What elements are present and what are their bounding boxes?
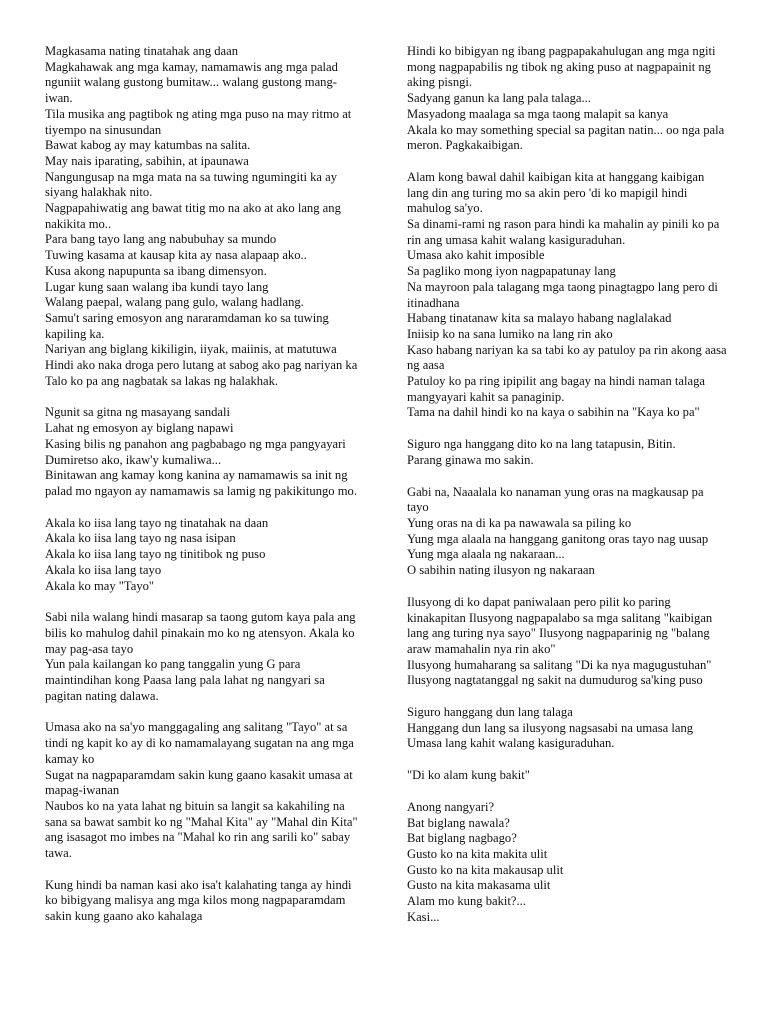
poem-line: Akala ko iisa lang tayo ng tinatahak na daan <box>45 515 269 530</box>
stanza <box>407 800 727 926</box>
poem-line: Alam kong bawal dahil kaibigan kita at hanggang kaibigan lang din ang turing mo sa akin pero 'di ko mapigil hindi mahulog sa'yo. <box>407 169 705 216</box>
poem-line: Magkahawak ang mga kamay, namamawis ang mga palad nguniit walang gustong bumitaw... walang gustong mang-iwan. <box>45 59 338 106</box>
poem-line: Alam mo kung bakit?... <box>407 894 526 909</box>
poem-line: Kung hindi ba naman kasi ako isa't kalahating tanga ay hindi ko bibigyang malisya ang mga kilos mong nagpaparamdam sakin kung gaano ako kahalaga <box>45 877 352 924</box>
poem-line: Umasa lang kahit walang kasiguraduhan. <box>407 736 615 751</box>
poem-line: Para bang tayo lang ang nabubuhay sa mundo <box>45 232 277 247</box>
poem-line: Sugat na nagpaparamdam sakin kung gaano kasakit umasa at mapag-iwanan <box>45 767 353 798</box>
poem-line: Umasa ako kahit imposible <box>407 248 545 263</box>
poem-line: Gusto ko na kita makausap ulit <box>407 862 564 877</box>
stanza <box>45 878 361 925</box>
poem-line: Talo ko pa ang nagbatak sa lakas ng halakhak. <box>45 373 279 388</box>
poem-line: Hindi ako naka droga pero lutang at sabog ako pag nariyan ka <box>45 358 358 373</box>
poem-line: Akala ko iisa lang tayo ng nasa isipan <box>45 531 236 546</box>
poem-line: Umasa ako na sa'yo manggagaling ang salitang "Tayo" at sa tindi ng kapit ko ay di ko namamalayang sugatan na ang mga kamay ko <box>45 720 354 766</box>
right-column <box>407 44 727 941</box>
poem-line: Patuloy ko pa ring ipipilit ang bagay na hindi naman talaga mangyayari kahit sa panaginip. <box>407 374 705 404</box>
poem-line: Bat biglang nawala? <box>407 815 510 830</box>
poem-line: Tila musika ang pagtibok ng ating mga puso na may ritmo at tiyempo na sinusundan <box>45 106 352 137</box>
stanza <box>45 720 361 861</box>
poem-line: Binitawan ang kamay kong kanina ay namamawis sa init ng palad mo ngayon ay namamawis sa lamig ng pakikitungo mo. <box>45 468 357 498</box>
stanza <box>45 516 361 595</box>
stanza <box>407 44 727 154</box>
left-column <box>45 44 361 941</box>
poem-line: Lahat ng emosyon ay biglang napawi <box>45 421 234 436</box>
poem-line: Yung mga alaala na hanggang ganitong oras tayo nag uusap <box>407 531 709 546</box>
poem-line: Akala ko may something special sa pagitan natin... oo nga pala meron. Pagkakaibigan. <box>407 122 725 153</box>
poem-line: Bat biglang nagbago? <box>407 831 517 846</box>
poem-line: Akala ko may "Tayo" <box>45 578 155 593</box>
poem-line: Kusa akong napupunta sa ibang dimensyon. <box>45 263 267 278</box>
stanza <box>407 485 727 579</box>
poem-line: Iniisip ko na sana lumiko na lang rin ako <box>407 326 613 341</box>
poem-line: Gusto na kita makasama ulit <box>407 878 551 893</box>
poem-line: Siguro nga hanggang dito ko na lang tatapusin, Bitin. <box>407 437 676 452</box>
poem-line: Hindi ko bibigyan ng ibang pagpapakahulugan ang mga ngiti mong nagpapabilis ng tibok ng aking puso at nagpapainit ng aking pisngi. <box>407 44 716 90</box>
poem-line: Sabi nila walang hindi masarap sa taong gutom kaya pala ang bilis ko mahulog dahil pinakain mo ko ng atensyon. Akala ko may pag-asa tayo <box>45 610 356 656</box>
poem-line: Anong nangyari? <box>407 799 495 814</box>
poem-line: Ilusyong di ko dapat paniwalaan pero pilit ko paring kinakapitan Ilusyong nagpapalabo sa mga salitang "kaibigan lang ang turing nya sayo" Ilusyong nagpaparinig ng "balang araw mamahalin nya rin ako" <box>407 594 713 656</box>
poem-line: Siguro hanggang dun lang talaga <box>407 705 573 720</box>
poem-line: Sa pagliko mong iyon nagpapatunay lang <box>407 264 616 279</box>
poem-line: Dumiretso ako, ikaw'y kumaliwa... <box>45 452 222 467</box>
poem-line: Habang tinatanaw kita sa malayo habang naglalakad <box>407 311 672 326</box>
poem-line: Gusto ko na kita makita ulit <box>407 846 548 861</box>
stanza <box>407 437 727 468</box>
stanza <box>407 705 727 752</box>
stanza <box>45 44 361 389</box>
poem-line: Lugar kung saan walang iba kundi tayo lang <box>45 279 269 294</box>
poem-line: Naubos ko na yata lahat ng bituin sa langit sa kakahiling na sana sa bawat sambit ko ng "Mahal Kita" ay "Mahal din Kita" ang isasagot mo imbes na "Mahal ko rin ang sarili ko" sabay tawa. <box>45 798 358 861</box>
poem-line: Gabi na, Naaalala ko nanaman yung oras na magkausap pa tayo <box>407 484 704 515</box>
poem-line: Kasi... <box>407 909 440 924</box>
poem-line: Ilusyong humaharang sa salitang "Di ka nya magugustuhan" <box>407 657 712 672</box>
poem-line: Na mayroon pala talagang mga taong pinagtagpo lang pero di itinadhana <box>407 279 718 310</box>
poem-line: Sa dinami-rami ng rason para hindi ka mahalin ay pinili ko pa rin ang umasa kahit walang kasiguraduhan. <box>407 217 720 247</box>
poem-line: Nangungusap na mga mata na sa tuwing ngumingiti ka ay siyang halakhak nito. <box>45 169 338 200</box>
poem-line: Parang ginawa mo sakin. <box>407 452 534 467</box>
poem-line: O sabihin nating ilusyon ng nakaraan <box>407 563 595 578</box>
stanza <box>45 405 361 499</box>
poem-line: Bawat kabog ay may katumbas na salita. <box>45 138 251 153</box>
poem-line: Akala ko iisa lang tayo ng tinitibok ng puso <box>45 547 266 562</box>
stanza <box>407 768 727 784</box>
stanza <box>45 610 361 704</box>
poem-line: Yung oras na di ka pa nawawala sa piling ko <box>407 515 632 530</box>
poem-line: Magkasama nating tinatahak ang daan <box>45 44 239 58</box>
poem-line: Akala ko iisa lang tayo <box>45 562 162 577</box>
poem-line: Ilusyong nagtatanggal ng sakit na dumudurog sa'king puso <box>407 673 703 688</box>
poem-line: Walang paepal, walang pang gulo, walang hadlang. <box>45 295 304 310</box>
poem-line: Nariyan ang biglang kikiligin, iiyak, maiinis, at matutuwa <box>45 342 337 357</box>
poem-line: Tama na dahil hindi ko na kaya o sabihin na "Kaya ko pa" <box>407 405 700 420</box>
poem-line: May nais iparating, sabihin, at ipaunawa <box>45 153 249 168</box>
poem-line: Samu't saring emosyon ang nararamdaman ko sa tuwing kapiling ka. <box>45 310 329 341</box>
poem-line: Kasing bilis ng panahon ang pagbabago ng mga pangyayari <box>45 436 346 451</box>
poem-line: Kaso habang nariyan ka sa tabi ko ay patuloy pa rin akong aasa ng aasa <box>407 342 727 373</box>
stanza <box>407 170 727 421</box>
poem-line: Ngunit sa gitna ng masayang sandali <box>45 405 231 420</box>
poem-line: Tuwing kasama at kausap kita ay nasa alapaap ako.. <box>45 248 307 263</box>
poem-line: Yun pala kailangan ko pang tanggalin yung G para maintindihan kong Paasa lang pala lahat ng nangyari sa pagitan nating dalawa. <box>45 657 325 703</box>
poem-line: Nagpapahiwatig ang bawat titig mo na ako at ako lang ang nakikita mo.. <box>45 201 341 231</box>
poem-line: "Di ko alam kung bakit" <box>407 768 530 783</box>
stanza <box>407 595 727 689</box>
poem-line: Yung mga alaala ng nakaraan... <box>407 547 565 562</box>
poem-line: Masyadong maalaga sa mga taong malapit sa kanya <box>407 106 669 121</box>
poem-line: Sadyang ganun ka lang pala talaga... <box>407 91 591 106</box>
poem-line: Hanggang dun lang sa ilusyong nagsasabi na umasa lang <box>407 720 694 735</box>
